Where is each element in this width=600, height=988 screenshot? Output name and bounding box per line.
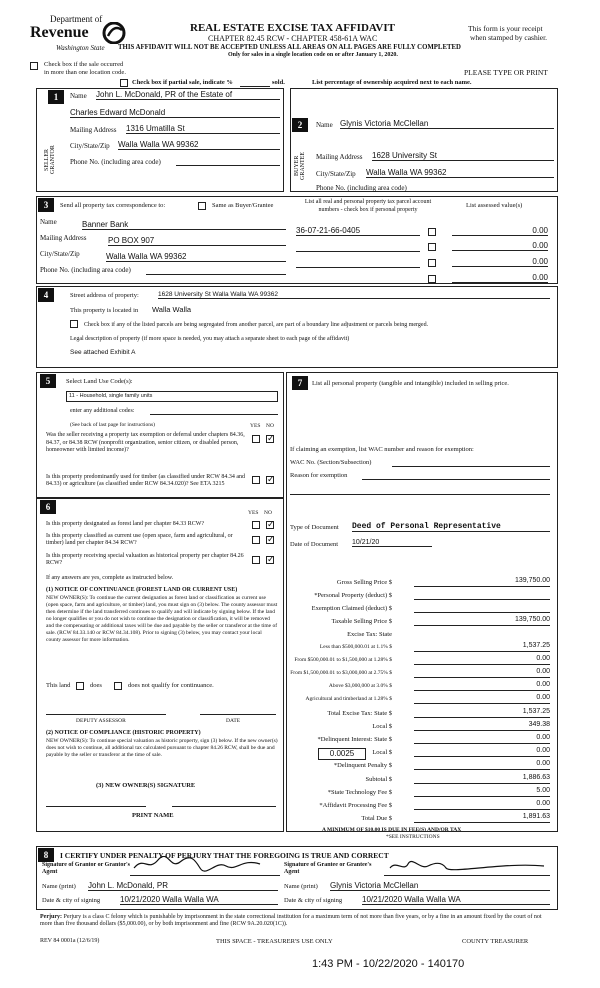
- tax-row-label: *Affidavit Processing Fee $: [319, 802, 392, 809]
- land-does-not-checkbox[interactable]: [114, 682, 122, 690]
- tax-row-label: Gross Selling Price $: [336, 579, 392, 586]
- multi-location-checkbox[interactable]: [30, 62, 38, 70]
- form-title: REAL ESTATE EXCISE TAX AFFIDAVIT: [190, 22, 395, 34]
- local-rate-field[interactable]: 0.0025: [318, 748, 366, 760]
- tax-row-value[interactable]: 0.00: [414, 747, 550, 757]
- notice-2-title: (2) NOTICE OF COMPLIANCE (HISTORIC PROPERTY): [46, 730, 201, 736]
- seller-phone-label: Phone No. (including area code): [70, 158, 161, 166]
- grantee-name-label: Name (print): [284, 883, 318, 890]
- buyer-city-label: City/State/Zip: [316, 170, 356, 178]
- tax-row-value[interactable]: 5.00: [414, 787, 550, 797]
- tax-row-value[interactable]: 1,537.25: [414, 642, 550, 652]
- s5-no-header: NO: [266, 423, 274, 429]
- s5-q2-no-checkbox[interactable]: [266, 476, 274, 484]
- online-note: Only for sales in a single location code on or after January 1, 2020.: [228, 52, 398, 58]
- tax-row-value[interactable]: 0.00: [414, 760, 550, 770]
- assessed-value-4[interactable]: 0.00: [452, 273, 548, 283]
- additional-codes-field[interactable]: [150, 414, 278, 415]
- rev-number: REV 84 0001a (12/6/19): [40, 938, 100, 944]
- personal-property-label: List all personal property (tangible and intangible) included in selling price.: [312, 380, 509, 387]
- s3-mailing-field[interactable]: PO BOX 907: [108, 236, 286, 246]
- legal-field[interactable]: See attached Exhibit A: [70, 349, 136, 356]
- grantee-date-field[interactable]: 10/21/2020 Walla Walla WA: [362, 895, 550, 905]
- segregated-checkbox[interactable]: [70, 320, 78, 328]
- street-label: Street address of property:: [70, 292, 139, 299]
- same-as-buyer-label: Same as Buyer/Grantee: [212, 202, 274, 209]
- assessed-value-2[interactable]: 0.00: [452, 241, 548, 251]
- multi-location-label-2: in more than one location code.: [44, 69, 126, 76]
- tax-row-label: From $500,000.01 to $1,500,000 at 1.28% $: [294, 657, 392, 663]
- tax-row-value[interactable]: 349.38: [414, 721, 550, 731]
- multi-location-label-1: Check box if the sale occurred: [44, 61, 124, 68]
- seller-name-label: Name: [70, 92, 87, 100]
- receipt-stamp: 1:43 PM - 10/22/2020 - 140170: [312, 958, 465, 970]
- tax-row-label: From $1,500,000.01 to $3,000,000 at 2.75% $: [290, 670, 392, 676]
- street-field[interactable]: 1628 University St Walla Walla WA 99362: [158, 291, 550, 299]
- parcel-header: List all real and personal property tax parcel account numbers - check box if personal property: [304, 199, 432, 213]
- parcel-row-4[interactable]: [296, 283, 420, 284]
- tax-row-value[interactable]: 0.00: [414, 694, 550, 704]
- parcel-row-3[interactable]: [296, 267, 420, 268]
- revenue-text: Revenue: [30, 24, 89, 41]
- partial-pct-field[interactable]: [240, 86, 270, 87]
- tax-row-label: Excise Tax: State: [347, 631, 392, 638]
- certify-text: I CERTIFY UNDER PENALTY OF PERJURY THAT THE FOREGOING IS TRUE AND CORRECT: [60, 851, 389, 860]
- located-field[interactable]: Walla Walla: [152, 305, 192, 314]
- personal-prop-checkbox-4[interactable]: [428, 275, 436, 283]
- s5-q1-yes-checkbox[interactable]: [252, 435, 260, 443]
- s3-name-label: Name: [40, 218, 57, 226]
- seller-name-line2[interactable]: Charles Edward McDonald: [70, 108, 280, 118]
- s5-q2-text: Is this property predominantly used for timber (as classified under RCW 84.34 and 84.33) or agriculture (as classified under RCW 84.34.020)? See ETA 3215: [46, 474, 246, 487]
- section-7-number: 7: [292, 376, 308, 390]
- tax-row-value[interactable]: 0.00: [414, 655, 550, 665]
- print-name-label: PRINT NAME: [132, 812, 174, 819]
- perjury-text: Perjury is a class C felony which is punishable by imprisonment in the state correctional institution for a maximum term of not more than five years, or by a fine in an amount fixed by the court of not more than five thousand dollars ($5,000.00), or by both imprisonment and fine (RCW 9A.20.020(1C)).: [40, 914, 542, 927]
- doc-date-field[interactable]: 10/21/20: [352, 539, 432, 547]
- sold-label: sold.: [272, 79, 285, 86]
- tax-row-value[interactable]: 0.00: [414, 681, 550, 691]
- county-treasurer-text: COUNTY TREASURER: [462, 938, 529, 945]
- seller-name-line1[interactable]: John L. McDonald, PR of the Estate of: [96, 90, 280, 100]
- buyer-name-label: Name: [316, 121, 333, 129]
- grantee-signature[interactable]: [384, 862, 550, 876]
- tax-row-label: Total Due $: [361, 815, 392, 822]
- tax-row-value[interactable]: [414, 590, 550, 600]
- assessed-value-1[interactable]: 0.00: [452, 226, 548, 236]
- s3-phone-label: Phone No. (including area code): [40, 266, 131, 274]
- tax-row-value[interactable]: 1,891.63: [414, 813, 550, 823]
- revenue-swirl-icon: [102, 22, 126, 44]
- buyer-mailing-label: Mailing Address: [316, 153, 363, 161]
- tax-row-value[interactable]: 1,537.25: [414, 708, 550, 718]
- doc-date-label: Date of Document: [290, 541, 339, 548]
- doc-type-label: Type of Document: [290, 524, 339, 531]
- s6-q2-no-checkbox[interactable]: [266, 536, 274, 544]
- wac-label: WAC No. (Section/Subsection): [290, 459, 372, 466]
- reason-field-2[interactable]: [290, 494, 550, 495]
- grantor-sig-label: Signature of Grantor or Grantor's Agent: [42, 862, 130, 875]
- minimum-due-text: A MINIMUM OF $10.00 IS DUE IN FEE(S) AND/OR TAX: [322, 827, 462, 833]
- send-correspondence-label: Send all property tax correspondence to:: [60, 202, 166, 209]
- personal-prop-checkbox-3[interactable]: [428, 259, 436, 267]
- seller-mailing-label: Mailing Address: [70, 126, 117, 134]
- list-pct-label: List percentage of ownership acquired next to each name.: [312, 79, 472, 86]
- tax-row-value[interactable]: 0.00: [414, 734, 550, 744]
- s5-q1-text: Was the seller receiving a property tax exemption or deferral under chapters 84.36, 84.37, or 84.38 RCW (nonprofit organization, senior citizen, or disabled person, homeowner with limited income)?: [46, 432, 245, 453]
- s6-no-header: NO: [264, 510, 272, 516]
- tax-row-value[interactable]: 0.00: [414, 668, 550, 678]
- notice-1-title: (1) NOTICE OF CONTINUANCE (FOREST LAND OR CURRENT USE): [46, 587, 238, 593]
- parcel-row-1[interactable]: 36-07-21-66-0405: [296, 226, 420, 236]
- doc-type-field[interactable]: Deed of Personal Representative: [352, 522, 550, 532]
- personal-prop-checkbox-2[interactable]: [428, 243, 436, 251]
- land-use-label: Select Land Use Code(s):: [66, 378, 133, 385]
- buyer-name-field[interactable]: Glynis Victoria McClellan: [340, 119, 554, 129]
- s6-yes-header: YES: [248, 510, 259, 516]
- deputy-assessor-label: DEPUTY ASSESSOR: [76, 718, 126, 724]
- assessor-date-label: DATE: [226, 718, 241, 724]
- tax-row-label: *State Technology Fee $: [327, 789, 392, 796]
- new-owner-sig-line-2[interactable]: [172, 806, 276, 807]
- s6-q3-yes-checkbox[interactable]: [252, 556, 260, 564]
- tax-row-value[interactable]: 1,886.63: [414, 774, 550, 784]
- s3-city-field[interactable]: Walla Walla WA 99362: [106, 252, 286, 262]
- wac-field[interactable]: [392, 466, 550, 467]
- section-6-number: 6: [40, 500, 56, 514]
- grantor-date-field[interactable]: 10/21/2020 Walla Walla WA: [120, 895, 278, 905]
- s3-name-field[interactable]: Banner Bank: [82, 220, 286, 230]
- legal-label: Legal description of property (if more space is needed, you may attach a separate sheet to each page of the affidavit): [70, 336, 350, 342]
- section-3-number: 3: [38, 198, 54, 212]
- new-owner-sig-line-1[interactable]: [46, 806, 146, 807]
- exemption-label: If claiming an exemption, list WAC number and reason for exemption:: [290, 446, 474, 453]
- s5-q1-no-checkbox[interactable]: [266, 435, 274, 443]
- tax-row-label: Exemption Claimed (deduct) $: [311, 605, 392, 612]
- treasurer-only-text: THIS SPACE - TREASURER'S USE ONLY: [216, 938, 333, 945]
- perjury-label: Perjury:: [40, 914, 62, 920]
- grantor-date-label: Date & city of signing: [42, 897, 101, 904]
- seller-phone-field[interactable]: [176, 165, 280, 166]
- new-owner-sig-label: (3) NEW OWNER(S) SIGNATURE: [96, 782, 196, 789]
- tax-row-value[interactable]: 139,750.00: [414, 616, 550, 626]
- seller-city-field[interactable]: Walla Walla WA 99362: [118, 140, 280, 150]
- assessed-value-3[interactable]: 0.00: [452, 257, 548, 267]
- washington-state-text: Washington State: [56, 44, 105, 52]
- tax-row-value[interactable]: [414, 603, 550, 613]
- s5-yes-header: YES: [250, 423, 261, 429]
- tax-row-value[interactable]: 139,750.00: [414, 577, 550, 587]
- assessed-header: List assessed value(s): [466, 202, 523, 209]
- see-back-label: (See back of last page for instructions): [70, 422, 155, 428]
- tax-row-label: *Delinquent Penalty $: [333, 762, 392, 769]
- s5-q2-yes-checkbox[interactable]: [252, 476, 260, 484]
- section-8-number: 8: [38, 848, 54, 862]
- seller-mailing-field[interactable]: 1316 Umatilla St: [126, 124, 280, 134]
- section-2-number: 2: [292, 118, 308, 132]
- tax-row-label: *Personal Property (deduct) $: [314, 592, 392, 599]
- grantor-name-label: Name (print): [42, 883, 76, 890]
- tax-row-label: Local $: [372, 749, 392, 756]
- see-instructions-text: *SEE INSTRUCTIONS: [386, 834, 440, 840]
- grantee-sig-label: Signature of Grantee or Grantee's Agent: [284, 862, 372, 875]
- partial-sale-label: Check box if partial sale, indicate %: [132, 79, 233, 86]
- reason-label: Reason for exemption: [290, 472, 348, 479]
- segregated-label: Check box if any of the listed parcels are being segregated from another parcel, are part of a boundary line adjustment or parcels being merged.: [84, 322, 429, 328]
- grantee-signature-scrawl: [384, 858, 550, 874]
- warning-text: THIS AFFIDAVIT WILL NOT BE ACCEPTED UNLESS ALL AREAS ON ALL PAGES ARE FULLY COMPLETED: [118, 44, 461, 51]
- deputy-assessor-line[interactable]: [46, 714, 166, 715]
- same-as-buyer-checkbox[interactable]: [198, 202, 206, 210]
- if-yes-text: If any answers are yes, complete as instructed below.: [46, 575, 174, 581]
- assessor-date-line[interactable]: [200, 714, 276, 715]
- buyer-mailing-field[interactable]: 1628 University St: [372, 151, 554, 161]
- land-does-checkbox[interactable]: [76, 682, 84, 690]
- reason-field-1[interactable]: [362, 479, 550, 480]
- tax-row-label: Above $3,000,000 at 3.0% $: [328, 683, 392, 689]
- dept-of-text: Department of: [50, 14, 103, 24]
- seller-city-label: City/State/Zip: [70, 142, 110, 150]
- this-land-label: This land: [46, 682, 71, 689]
- personal-prop-checkbox-1[interactable]: [428, 228, 436, 236]
- section-5-number: 5: [40, 374, 56, 388]
- buyer-phone-label: Phone No. (including area code): [316, 184, 407, 192]
- receipt-line1: This form is your receipt: [468, 24, 543, 33]
- parcel-row-2[interactable]: [296, 251, 420, 252]
- land-does-not-label: does not qualify for continuance.: [128, 682, 214, 689]
- s6-q1-no-checkbox[interactable]: [266, 521, 274, 529]
- land-does-label: does: [90, 682, 102, 689]
- grantor-signature[interactable]: [130, 862, 280, 876]
- section-1-number: 1: [48, 90, 64, 104]
- s6-q3-text: Is this property receiving special valuation as historical property per chapter 84.26 RCW?: [46, 553, 244, 566]
- notice-1-text: NEW OWNER(S): To continue the current designation as forest land or classification as current use (open space, farm and agriculture, or timber) land, you must sign on (3) below. The county assessor must then determine if the land transferred continues to qualify and will indicate by signing below. If the land no longer qualifies or you do not wish to continue the designation or classification, it will be removed and the compensating or additional taxes will be due and payable by the seller or transferor at the time of sale. (RCW 84.33.140 or RCW 84.34.108). Prior to signing (3) below, you may contact your local county assessor for more information.: [46, 595, 278, 643]
- s6-q2-yes-checkbox[interactable]: [252, 536, 260, 544]
- additional-codes-label: enter any additional codes:: [70, 408, 135, 414]
- tax-row-label: Subtotal $: [365, 776, 392, 783]
- buyer-side-label: BUYER GRANTEE: [294, 152, 306, 180]
- s6-q3-no-checkbox[interactable]: [266, 556, 274, 564]
- s3-city-label: City/State/Zip: [40, 250, 80, 258]
- grantee-date-label: Date & city of signing: [284, 897, 343, 904]
- receipt-line2: when stamped by cashier.: [470, 33, 548, 42]
- tax-row-value[interactable]: 0.00: [414, 800, 550, 810]
- please-type-text: PLEASE TYPE OR PRINT: [464, 68, 548, 77]
- s6-q1-text: Is this property designated as forest land per chapter 84.33 RCW?: [46, 521, 205, 527]
- tax-row-label: *Delinquent Interest: State $: [317, 736, 392, 743]
- s6-q1-yes-checkbox[interactable]: [252, 521, 260, 529]
- tax-row-label: Agricultural and timberland at 1.28% $: [305, 696, 392, 702]
- located-label: This property is located in: [70, 307, 139, 314]
- grantee-name-field[interactable]: Glynis Victoria McClellan: [330, 881, 550, 891]
- tax-row-label: Total Excise Tax: State $: [327, 710, 392, 717]
- seller-side-label: SELLER GRANTOR: [44, 145, 56, 175]
- partial-sale-checkbox[interactable]: [120, 79, 128, 87]
- s3-phone-field[interactable]: [146, 274, 286, 275]
- section-4-number: 4: [38, 288, 54, 302]
- notice-2-text: NEW OWNER(S): To continue special valuation as historic property, sign (3) below. If the new owner(s) does not wish to continue, all additional tax calculated pursuant to chapter 84.26 RCW, shall be due and payable by the seller or transferor at the time of sale.: [46, 738, 278, 758]
- perjury-notice: [40, 914, 554, 928]
- grantor-name-field[interactable]: John L. McDonald, PR: [88, 881, 278, 891]
- tax-row-label: Local $: [372, 723, 392, 730]
- tax-row-label: Less than $500,000.01 at 1.1% $: [319, 644, 392, 650]
- tax-row-label: Taxable Selling Price $: [331, 618, 392, 625]
- s3-mailing-label: Mailing Address: [40, 234, 87, 242]
- s6-q2-text: Is this property classified as current use (open space, farm and agricultural, or timber) land per chapter 84.34 RCW?: [46, 533, 233, 546]
- land-use-select[interactable]: 11 - Household, single family units: [66, 391, 278, 402]
- grantor-signature-scrawl: [130, 856, 280, 872]
- form-subtitle: CHAPTER 82.45 RCW - CHAPTER 458-61A WAC: [208, 34, 378, 43]
- buyer-city-field[interactable]: Walla Walla WA 99362: [366, 168, 554, 178]
